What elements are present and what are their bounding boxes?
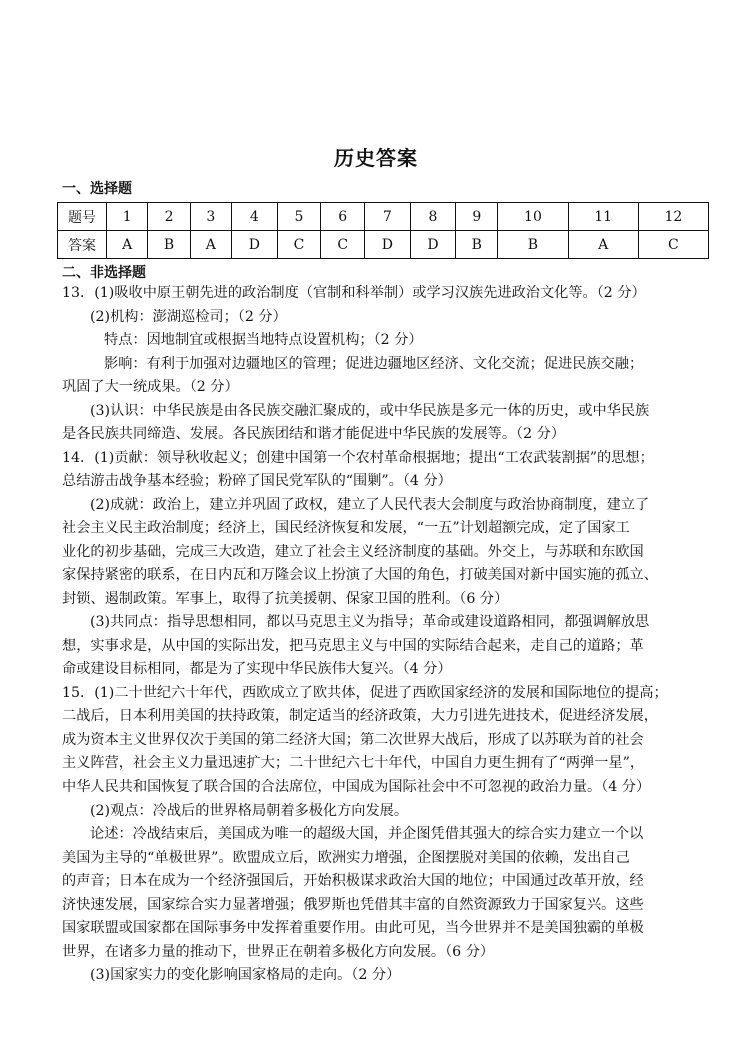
answer-line: 巩固了大一统成果。（2 分） (62, 379, 239, 395)
answer-line: 业化的初步基础，完成三大改造，建立了社会主义经济制度的基础。外交上，与苏联和东欧国 (62, 544, 644, 560)
table-cell: 4 (232, 203, 278, 231)
table-cell: B (148, 231, 190, 259)
answer-line: 主义阵营，社会主义力量迅速扩大；二十世纪六七十年代，中国自力更生拥有了“两弹一星”， (62, 755, 645, 771)
answer-line: 14．(1)贡献：领导秋收起义；创建中国第一个农村革命根据地；提出“工农武装割据”的思想； (62, 450, 654, 466)
answer-line: (3)共同点：指导思想相同，都以马克思主义为指导；革命或建设道路相同，都强调解放思 (90, 614, 650, 630)
answer-line: 总结游击战争基本经验；粉碎了国民党军队的“围剿”。（4 分） (62, 473, 452, 489)
table-row-label: 答案 (58, 231, 107, 259)
table-cell: 2 (148, 203, 190, 231)
answer-line: 的声音；日本在成为一个经济强国后，开始积极谋求政治大国的地位；中国通过改革开放，经 (62, 873, 644, 889)
answer-line: (2)观点：冷战后的世界格局朝着多极化方向发展。 (90, 803, 409, 819)
table-cell: 12 (638, 203, 708, 231)
answer-line: (3)认识：中华民族是由各民族交融汇聚成的，或中华民族是多元一体的历史，或中华民族 (90, 403, 650, 419)
table-cell: 3 (190, 203, 231, 231)
table-row (58, 231, 709, 259)
answer-table (57, 202, 709, 259)
answer-line: 世界，在诸多力量的推动下，世界正在朝着多极化方向发展。（6 分） (62, 944, 495, 960)
table-cell: B (498, 231, 568, 259)
answer-line: 想，实事求是，从中国的实际出发，把马克思主义与中国的实际结合起来，走自己的道路；革 (62, 638, 644, 654)
table-cell: 9 (456, 203, 498, 231)
answer-line: 美国为主导的“单极世界”。欧盟成立后，欧洲实力增强，企图摆脱对美国的依赖，发出自己 (62, 850, 630, 866)
answer-line: 影响：有利于加强对边疆地区的管理；促进边疆地区经济、文化交流；促进民族交融； (104, 356, 644, 372)
table-cell: D (410, 231, 456, 259)
answer-line: 特点：因地制宜或根据当地特点设置机构；（2 分） (104, 332, 423, 348)
answer-line: 封锁、遏制政策。军事上，取得了抗美援朝、保家卫国的胜利。（6 分） (62, 591, 509, 607)
table-cell: D (365, 231, 411, 259)
table-cell: A (190, 231, 231, 259)
answer-line: 国家联盟或国家都在国际事务中发挥着重要作用。由此可见，当今世界并不是美国独霸的单极 (62, 920, 644, 936)
table-cell: 6 (321, 203, 365, 231)
table-cell: 8 (410, 203, 456, 231)
answer-line: 命或建设目标相同，都是为了实现中华民族伟大复兴。（4 分） (62, 661, 452, 677)
table-cell: B (456, 231, 498, 259)
answer-line: 论述：冷战结束后，美国成为唯一的超级大国，并企图凭借其强大的综合实力建立一个以 (90, 826, 644, 842)
answer-line: 成为资本主义世界仅次于美国的第二经济大国；第二次世界大战后，形成了以苏联为首的社会 (62, 732, 644, 748)
table-cell: 5 (277, 203, 321, 231)
answer-line: 13．(1)吸收中原王朝先进的政治制度（官制和科举制）或学习汉族先进政治文化等。（2 分） (62, 285, 646, 301)
table-cell: 1 (107, 203, 148, 231)
answer-line: (2)机构：澎湖巡检司；（2 分） (90, 309, 287, 325)
table-cell: A (568, 231, 638, 259)
table-cell: A (107, 231, 148, 259)
answer-line: 社会主义民主政治制度；经济上，国民经济恢复和发展，“一五”计划超额完成，定了国家工 (62, 520, 630, 536)
answer-line: 是各民族共同缔造、发展。各民族团结和谐才能促进中华民族的发展等。（2 分） (62, 426, 566, 442)
answer-line: (3)国家实力的变化影响国家格局的走向。（2 分） (90, 967, 401, 983)
answer-line: 二战后，日本利用美国的扶持政策，制定适当的经济政策，大力引进先进技术，促进经济发展， (62, 708, 658, 724)
section-heading-nonchoice: 二、非选择题 (62, 265, 146, 281)
table-cell: 10 (498, 203, 568, 231)
answer-line: 济快速发展，国家综合实力显著增强；俄罗斯也凭借其丰富的自然资源致力于国家复兴。这些 (62, 897, 644, 913)
section-heading-choice: 一、选择题 (62, 181, 132, 197)
table-cell: C (638, 231, 708, 259)
table-row-label: 题号 (58, 203, 107, 231)
answer-line: 家保持紧密的联系，在日内瓦和万隆会议上扮演了大国的角色，打破美国对新中国实施的孤立、 (62, 567, 658, 583)
page-title: 历史答案 (334, 146, 418, 170)
answer-line: 15．(1)二十世纪六十年代，西欧成立了欧共体，促进了西欧国家经济的发展和国际地位的提高； (62, 685, 668, 701)
answer-line: (2)成就：政治上，建立并巩固了政权，建立了人民代表大会制度与政治协商制度，建立了 (90, 497, 650, 513)
table-row (58, 203, 709, 231)
table-cell: D (232, 231, 278, 259)
table-cell: 7 (365, 203, 411, 231)
table-cell: C (277, 231, 321, 259)
answer-line: 中华人民共和国恢复了联合国的合法席位，中国成为国际社会中不可忽视的政治力量。（4 分） (62, 779, 651, 795)
table-cell: 11 (568, 203, 638, 231)
table-cell: C (321, 231, 365, 259)
